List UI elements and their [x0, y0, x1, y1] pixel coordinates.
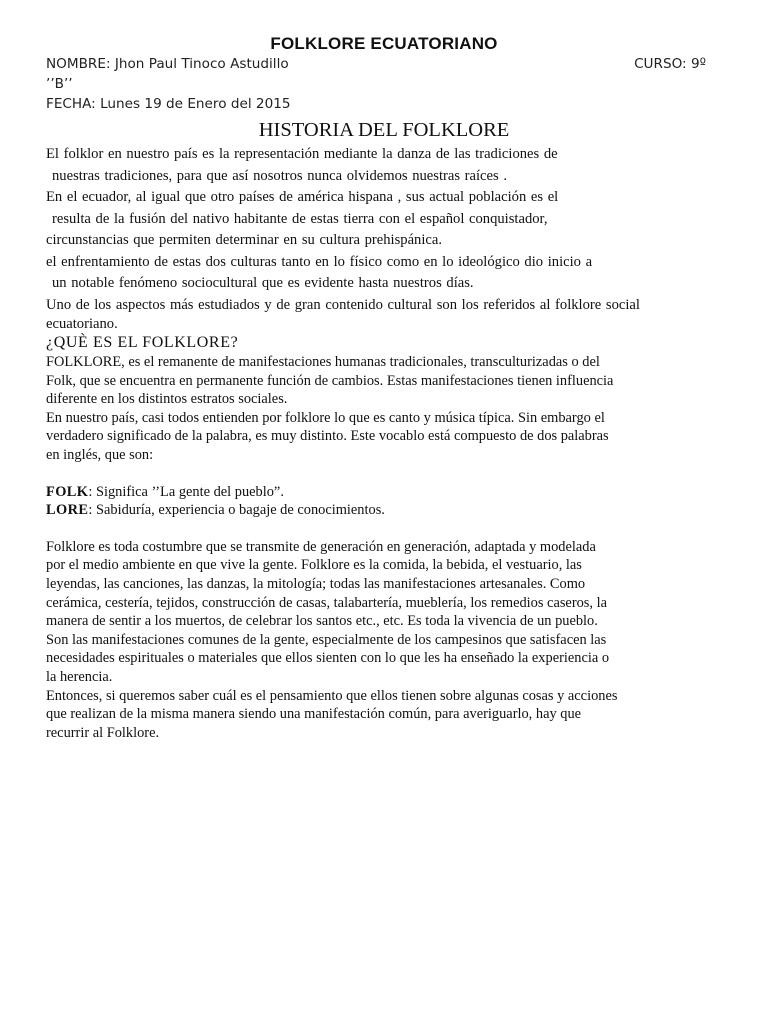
paragraph-line: diferente en los distintos estratos sociales. [46, 391, 288, 408]
paragraph-line: resulta de la fusión del nativo habitante de estas tierra con el español conquistador, [52, 210, 548, 227]
que-es-body [46, 353, 722, 742]
paragraph-line: el enfrentamiento de estas dos culturas tanto en lo físico como en lo ideológico dio inicio a [46, 253, 593, 270]
definition-folk [46, 483, 722, 502]
section-heading-historia: HISTORIA DEL FOLKLORE [258, 119, 510, 141]
date-line: FECHA: Lunes 19 de Enero del 2015 [46, 96, 291, 112]
paragraph-line: verdadero significado de la palabra, es muy distinto. Este vocablo está compuesto de dos palabras [46, 428, 609, 445]
document-page [46, 34, 722, 742]
paragraph-line: un notable fenómeno sociocultural que es evidente hasta nuestros días. [52, 275, 474, 291]
section-heading-que-es: ¿QUÈ ES EL FOLKLORE? [46, 334, 239, 351]
paragraph-line: que realizan de la misma manera siendo una manifestación común, para averiguarlo, hay que [46, 706, 582, 723]
paragraph-line: cerámica, cestería, tejidos, construcción de casas, talabartería, mueblería, los remedios caseros, la [46, 594, 607, 611]
definition-text: : Sabiduría, experiencia o bagaje de conocimientos. [88, 502, 385, 519]
paragraph-line: Entonces, si queremos saber cuál es el pensamiento que ellos tienen sobre algunas cosas y acciones [46, 687, 618, 704]
paragraph-line: ecuatoriano. [46, 316, 118, 332]
term-lore: LORE [46, 502, 89, 519]
paragraph-line: la herencia. [46, 668, 113, 685]
paragraph-line: en inglés, que son: [46, 446, 154, 463]
paragraph-line: Folk, que se encuentra en permanente función de cambios. Estas manifestaciones tienen influencia [46, 372, 614, 389]
paragraph-line: recurrir al Folklore. [46, 724, 160, 741]
paragraph-line: En nuestro país, casi todos entienden por folklore lo que es canto y música típica. Sin embargo el [46, 409, 605, 426]
term-folk: FOLK [46, 483, 89, 500]
definition-text: : Significa ’’La gente del pueblo”. [88, 483, 284, 500]
paragraph-line: circunstancias que permiten determinar en su cultura prehispánica. [46, 232, 443, 248]
historia-body [46, 144, 722, 333]
paragraph-line: Son las manifestaciones comunes de la gente, especialmente de los campesinos que satisfacen las [46, 631, 607, 648]
document-title: FOLKLORE ECUATORIANO [270, 34, 498, 53]
paragraph-line: manera de sentir a los muertos, de celebrar los santos etc., etc. Es toda la vivencia de un pueblo. [46, 613, 598, 630]
student-info [46, 54, 722, 114]
paragraph-line: FOLKLORE, es el remanente de manifestaciones humanas tradicionales, transculturizadas o del [46, 354, 600, 370]
course-section: ’’B’’ [46, 76, 73, 92]
paragraph-line: por el medio ambiente en que vive la gente. Folklore es la comida, la bebida, el vestuario, las [46, 557, 582, 574]
paragraph-line: leyendas, las canciones, las danzas, la mitología; todas las manifestaciones artesanales. Como [46, 575, 586, 592]
paragraph-line: En el ecuador, al igual que otro países de américa hispana , sus actual población es el [46, 189, 559, 205]
paragraph-line: El folklor en nuestro país es la representación mediante la danza de las tradiciones de [46, 146, 558, 162]
paragraph-line: necesidades espirituales o materiales que ellos sienten con lo que les ha enseñado la experiencia o [46, 650, 610, 667]
student-name: NOMBRE: Jhon Paul Tinoco Astudillo [46, 56, 289, 72]
paragraph-line: Folklore es toda costumbre que se transmite de generación en generación, adaptada y modelada [46, 538, 596, 555]
paragraph-line: Uno de los aspectos más estudiados y de gran contenido cultural son los referidos al folklore social [46, 296, 640, 313]
course-label: CURSO: 9º [634, 56, 706, 72]
definition-lore [46, 501, 722, 520]
paragraph-line: nuestras tradiciones, para que así nosotros nunca olvidemos nuestras raíces . [52, 167, 507, 184]
